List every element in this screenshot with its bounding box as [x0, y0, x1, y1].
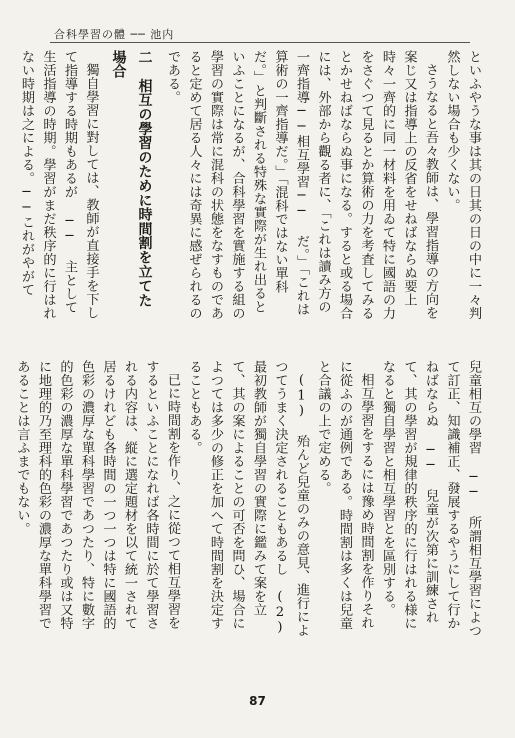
- paragraph: さうなると吾々教師は、學習指導の方向を案じ又は指導上の反省をせねばならぬ要上時々一齊的に同一材料を用ゐて特に國語の力をさぐつて見るとか算術の力を考査してみるとかせねばならぬ事になる。すると或る場合には、外部から觀る者に、「これは讀み方の一齊指導──相互學習── だ。」「これは算術の一齊指導だ。」「混科ではない單科だ。」と判斷される特殊な實際が生れ出るといふことになるが、合科學習を實施する組の學習の實際は常に混科の状態をなすものであると定めて居る人々には奇異に感ぜられるのである。: [165, 50, 438, 320]
- section-heading: 二 相互の學習のために時間割を立てた場合: [110, 50, 153, 308]
- paragraph: 獨自學習に對しては、教師が直接手を下して指導する時期もあるが ── 主として生活指導の時期。學習がまだ秩序的に行はれない時期は之による。──これがやがて: [19, 50, 99, 320]
- paragraph: 相互學習をするには豫め時間割を作りそれに從ふのが通例である。時間割は多くは兒童と合議の上で定める。: [315, 360, 374, 630]
- paragraph: (1) 殆んど兒童のみの意見、進行によつてうまく決定されることもあるし (2) 最初教師が獨自學習の實際に鑑みて案を立て、其の案によることの可否を問ひ、場合によつては多少の修正を加へて時間割を決定することもある。: [186, 360, 309, 637]
- lower-text-block: [14, 360, 484, 640]
- paragraph: といふやうな事は其の日其の日の中に一々判然しない場合も少くない。: [444, 50, 481, 320]
- paragraph: 兒童相互の學習 ── 所謂相互學習によつて訂正、知識補正、發展するやうにして行かねばならぬ ── 兒童が次第に訓練されて、其の學習が規律的秩序的に行はれる様になると獨自學習と相互學習とを區別する。: [380, 360, 481, 638]
- running-header: 合科學習の體 ── 池内: [54, 28, 175, 41]
- upper-text-block: [19, 50, 484, 320]
- header-rule: [50, 42, 470, 43]
- page-number: 87: [249, 694, 266, 708]
- paragraph: 已に時間割を作り、之に從つて相互學習をするといふことになれば各時間に於て學習される内容は、縦に選定題材を以て統一されて居るけれども各時間の一つ一つは特に國語的色彩の濃厚な單科學習であつたり、特に數字的色彩の濃厚な單科學習であつたり或は又特に地理的乃至理科的色彩の濃厚な單科學習であることは言ふまでもない。: [14, 360, 180, 630]
